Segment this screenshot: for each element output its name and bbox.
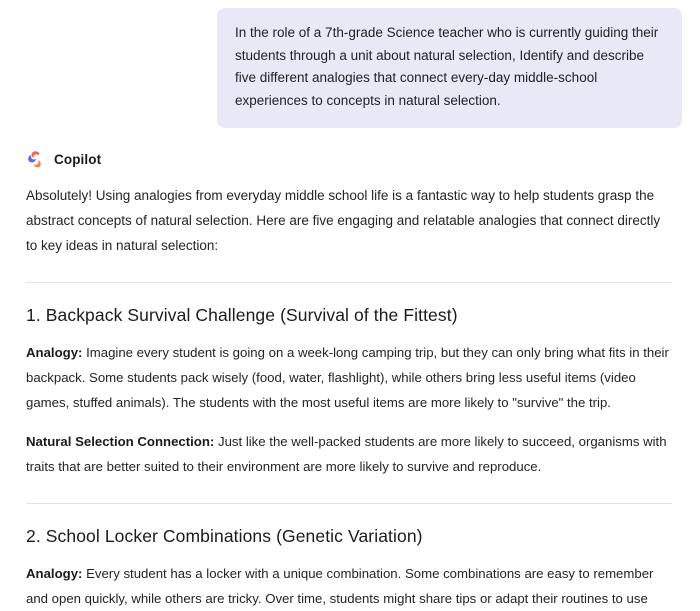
- section-divider: [26, 282, 672, 283]
- analogy-paragraph: [26, 340, 674, 415]
- paragraph-text: Imagine every student is going on a week-long camping trip, but they can only bring what fits in their backpack. Some students pack wisely (food, water, flashlight), while others bring less useful items (video games, stuffed animals). The students with the most useful items are more likely to "survive" the trip.: [26, 345, 669, 410]
- analogy-paragraph: [26, 429, 674, 479]
- user-message-row: [0, 0, 700, 128]
- assistant-name-label: Copilot: [54, 152, 102, 167]
- paragraph-text: Every student has a locker with a unique combination. Some combinations are easy to remember and open quickly, while others are tricky. Over time, students might share tips or adapt their routines to use: [26, 566, 654, 606]
- analogy-section: [26, 526, 672, 611]
- copilot-logo-icon: [26, 150, 45, 169]
- user-message-bubble: In the role of a 7th-grade Science teacher who is currently guiding their students through a unit about natural selection, Identify and describe five different analogies that connect every-day middle-school experiences to concepts in natural selection.: [217, 8, 682, 128]
- paragraph-label: Analogy:: [26, 345, 83, 360]
- analogy-paragraph: [26, 561, 674, 611]
- analogy-section: [26, 305, 672, 479]
- paragraph-label: Natural Selection Connection:: [26, 434, 215, 449]
- assistant-intro-paragraph: Absolutely! Using analogies from everyday middle school life is a fantastic way to help students grasp the abstract concepts of natural selection. Here are five engaging and relatable analogies that connect directly to key ideas in natural selection:: [26, 188, 661, 253]
- paragraph-text: Just like the well-packed students are more likely to succeed, organisms with traits that are better suited to their environment are more likely to survive and reproduce.: [26, 434, 667, 474]
- analogy-section-title: 2. School Locker Combinations (Genetic Variation): [26, 526, 423, 546]
- assistant-header: [26, 150, 672, 169]
- section-divider: [26, 503, 672, 504]
- assistant-message: [0, 150, 700, 611]
- analogy-section-title: 1. Backpack Survival Challenge (Survival of the Fittest): [26, 305, 458, 325]
- paragraph-label: Analogy:: [26, 566, 83, 581]
